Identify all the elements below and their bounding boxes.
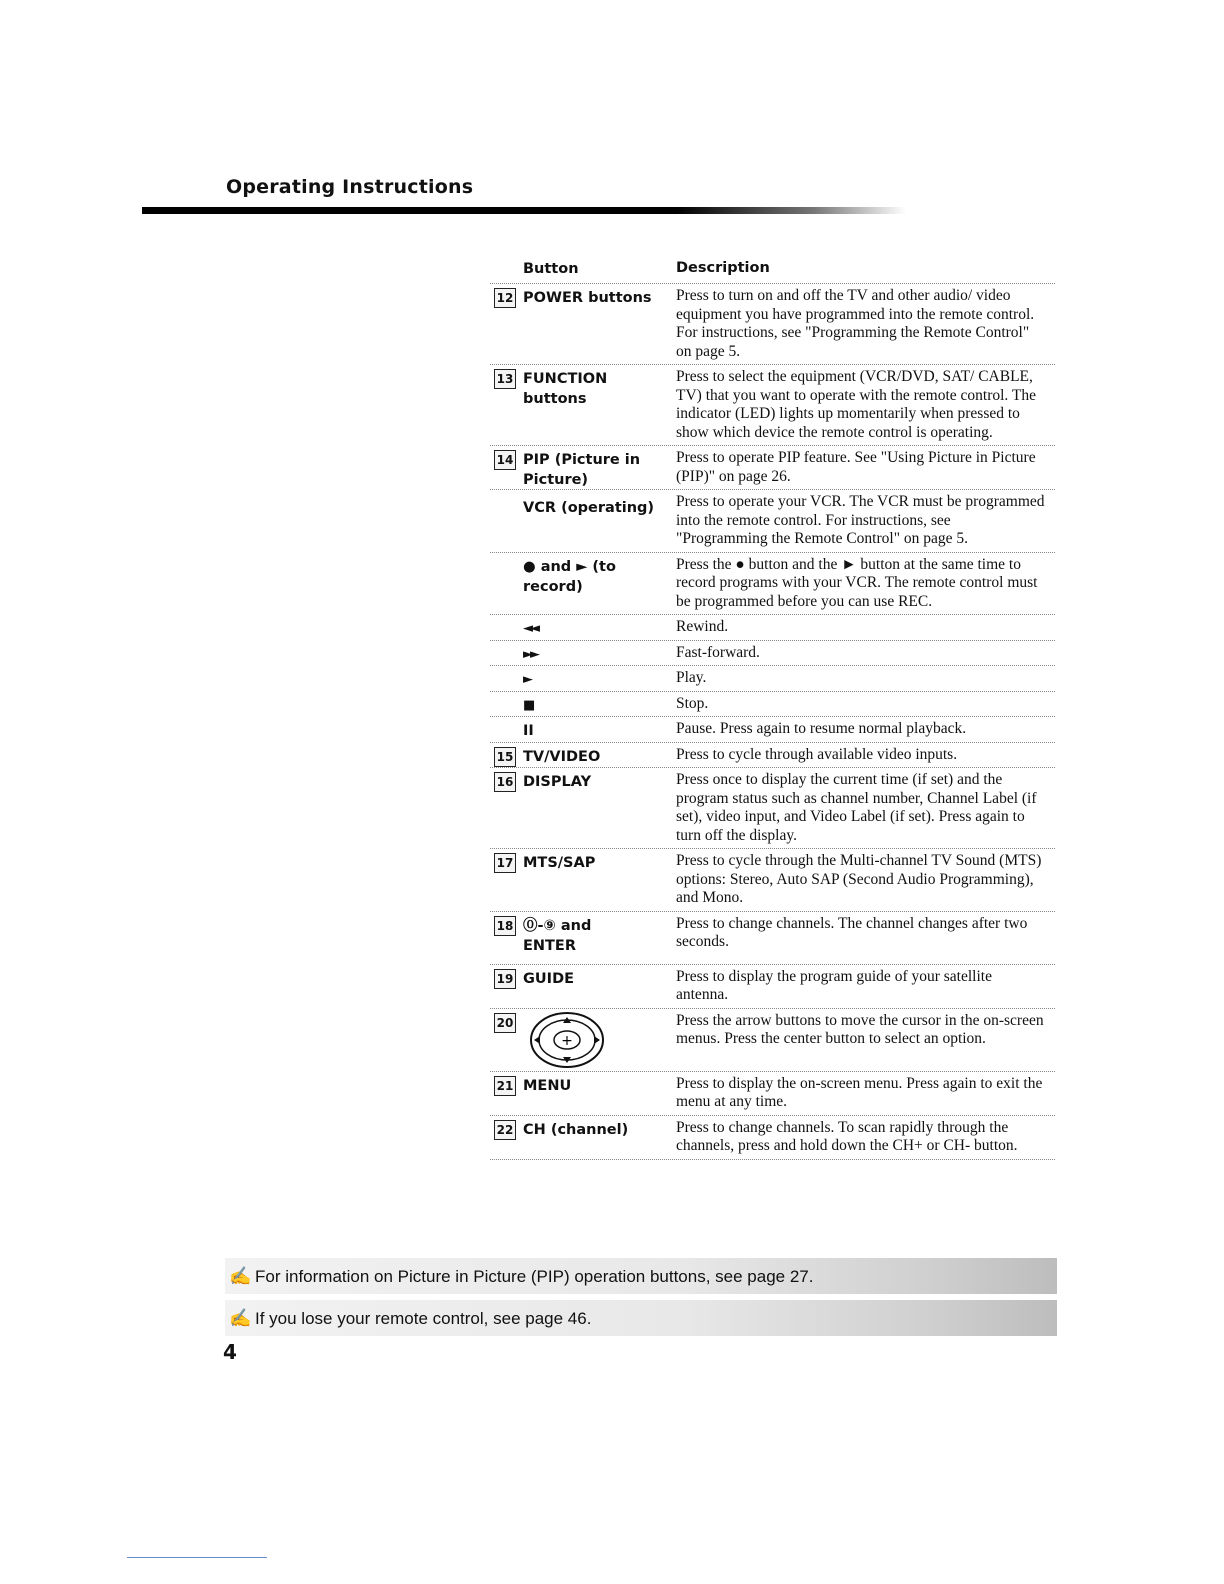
- item-number: 16: [494, 772, 516, 792]
- footer-line: [127, 1557, 267, 1558]
- button-description: Press to cycle through the Multi-channel TV Sound (MTS) options: Stereo, Auto SAP (Second Audio Programming), and Mono.: [676, 852, 1042, 906]
- page-number: 4: [223, 1340, 237, 1364]
- table-row: [490, 1072, 1055, 1116]
- button-name: VCR (operating): [523, 500, 655, 516]
- table-row: [490, 615, 1055, 641]
- button-description: Press the arrow buttons to move the cursor in the on-screen menus. Press the center button to select an option.: [676, 1011, 1044, 1047]
- table-row: [490, 490, 1055, 553]
- table-row: [490, 641, 1055, 667]
- fast-forward-icon: ►►: [523, 646, 537, 662]
- pause-icon: II: [523, 723, 534, 739]
- svg-text:+: +: [561, 1032, 573, 1049]
- header-rule: [142, 207, 906, 214]
- button-description-table: [490, 255, 1055, 1160]
- column-header-description: Description: [676, 260, 770, 276]
- button-description: Stop.: [676, 694, 709, 712]
- button-description: Press to select the equipment (VCR/DVD, SAT/ CABLE, TV) that you want to operate with the remote control. The indicator (LED) lights up momentarily when pressed to show which device the remote control is operating.: [676, 368, 1036, 441]
- pencil-note-icon: ✍: [229, 1266, 252, 1286]
- table-row: [490, 849, 1055, 912]
- button-name: FUNCTION buttons: [523, 371, 608, 407]
- notes-section: [225, 1258, 1057, 1342]
- table-header-row: [490, 255, 1055, 284]
- button-description: Press to turn on and off the TV and other audio/ video equipment you have programmed into the remote control. For instructions, see "Programming the Remote Control" on page 5.: [676, 287, 1035, 360]
- button-description: Press to operate your VCR. The VCR must be programmed into the remote control. For instructions, see "Programming the Remote Control" on page 5.: [676, 493, 1045, 547]
- table-row: [490, 1116, 1055, 1160]
- table-row: [490, 446, 1055, 490]
- item-number: 22: [494, 1120, 516, 1140]
- button-name: TV/VIDEO: [523, 748, 601, 765]
- play-icon: ►: [523, 672, 530, 687]
- button-description: Press the ● button and the ► button at the same time to record programs with your VCR. The remote control must be programmed before you can use REC.: [676, 555, 1038, 610]
- button-description: Press to display the program guide of your satellite antenna.: [676, 967, 992, 1003]
- button-name: PIP (Picture in Picture): [523, 452, 641, 488]
- table-row: [490, 768, 1055, 849]
- button-name: MTS/SAP: [523, 855, 596, 871]
- button-description: Press once to display the current time (if set) and the program status such as channel number, Channel Label (if set), video input, and Video Label (if set). Press again to turn off the display.: [676, 771, 1037, 844]
- note: [225, 1300, 1057, 1336]
- button-description: Pause. Press again to resume normal playback.: [676, 720, 967, 737]
- table-row: [490, 553, 1055, 616]
- table-row: [490, 666, 1055, 692]
- button-description: Rewind.: [676, 618, 729, 635]
- page-header-title: Operating Instructions: [226, 176, 474, 198]
- button-description: Press to change channels. The channel changes after two seconds.: [676, 914, 1028, 950]
- button-name: ● and ► (to record): [523, 558, 616, 595]
- table-row: [490, 1009, 1055, 1072]
- button-name: DISPLAY: [523, 774, 592, 790]
- table-row: [490, 912, 1055, 965]
- arrow-pad-icon: [528, 1011, 606, 1069]
- item-number: 20: [494, 1013, 516, 1033]
- button-name: ⓪-⑨ and ENTER: [523, 917, 592, 954]
- item-number: 14: [494, 450, 516, 470]
- pencil-note-icon: ✍: [229, 1308, 252, 1328]
- button-name: MENU: [523, 1077, 572, 1094]
- button-description: Press to change channels. To scan rapidly through the channels, press and hold down the CH+ or CH- button.: [676, 1118, 1018, 1154]
- table-row: [490, 965, 1055, 1009]
- table-row: [490, 365, 1055, 446]
- button-description: Play.: [676, 669, 707, 686]
- column-header-button: Button: [523, 261, 579, 277]
- table-row: [490, 717, 1055, 743]
- note-text: If you lose your remote control, see page 46.: [255, 1309, 592, 1328]
- button-description: Fast-forward.: [676, 643, 760, 661]
- item-number: 15: [494, 747, 516, 767]
- table-row: [490, 692, 1055, 718]
- button-name: GUIDE: [523, 970, 575, 987]
- item-number: 13: [494, 369, 516, 389]
- button-description: Press to operate PIP feature. See "Using Picture in Picture (PIP)" on page 26.: [676, 449, 1036, 485]
- button-description: Press to display the on-screen menu. Press again to exit the menu at any time.: [676, 1074, 1043, 1110]
- item-number: 21: [494, 1076, 516, 1096]
- item-number: 12: [494, 288, 516, 308]
- button-name: CH (channel): [523, 1121, 629, 1138]
- rewind-icon: ◄◄: [523, 621, 537, 636]
- note: [225, 1258, 1057, 1294]
- item-number: 17: [494, 853, 516, 873]
- button-description: Press to cycle through available video inputs.: [676, 745, 958, 763]
- item-number: 18: [494, 916, 516, 936]
- table-row: [490, 743, 1055, 769]
- stop-icon: ■: [523, 697, 533, 713]
- item-number: 19: [494, 969, 516, 989]
- button-name: POWER buttons: [523, 290, 652, 306]
- note-text: For information on Picture in Picture (PIP) operation buttons, see page 27.: [255, 1267, 814, 1286]
- table-row: [490, 284, 1055, 365]
